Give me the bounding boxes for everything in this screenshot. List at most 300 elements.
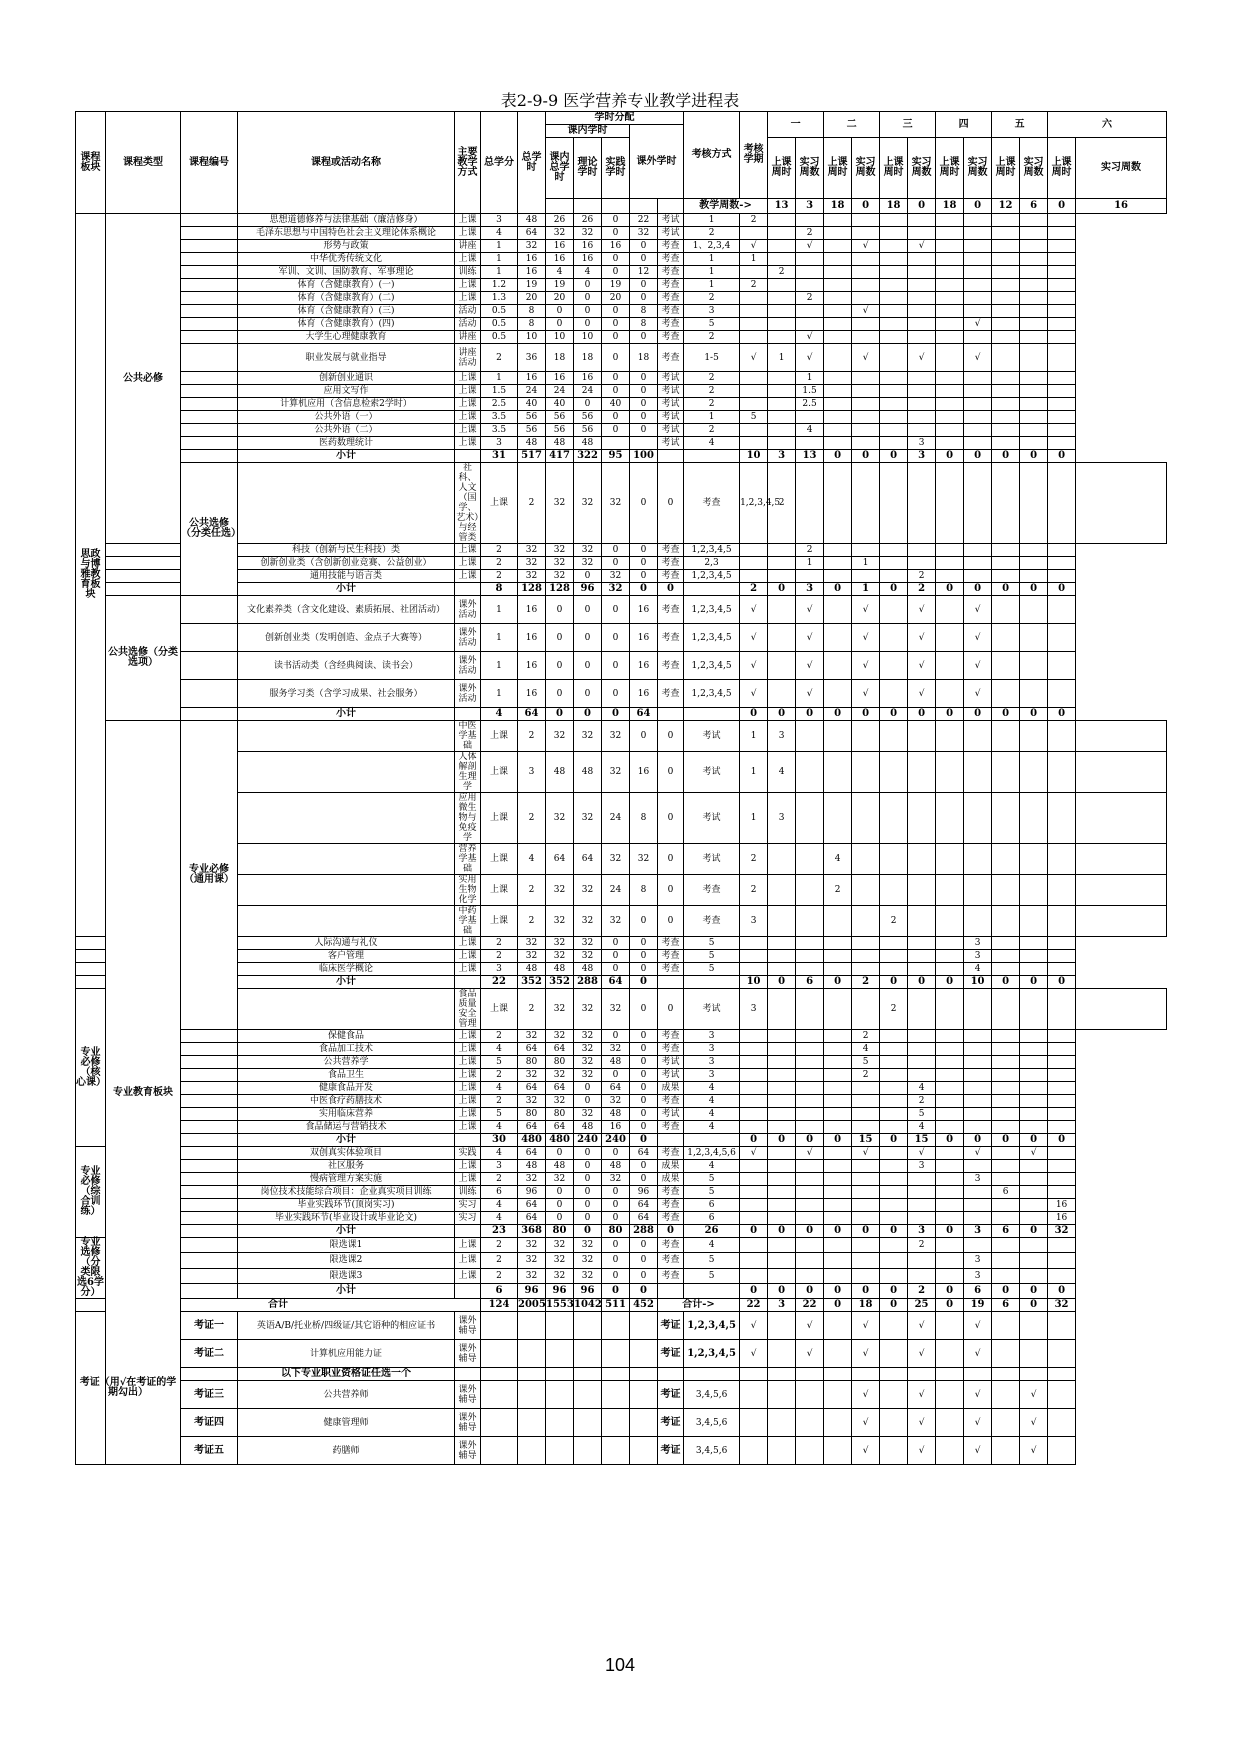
term-value: 0 <box>796 1283 824 1298</box>
course-name: 健康食品开发 <box>238 1082 455 1095</box>
extra-hours: 0 <box>630 570 658 583</box>
term-value <box>1020 214 1048 227</box>
weeks-value: 18 <box>936 199 964 214</box>
in-class-hours: 32 <box>574 875 602 906</box>
term-value <box>992 1030 1020 1043</box>
hours: 48 <box>518 437 546 450</box>
extra-hours: 0 <box>630 1121 658 1134</box>
teaching-mode: 上课 <box>455 372 481 385</box>
term-value <box>908 1043 936 1056</box>
theory-hours: 0 <box>574 1199 602 1212</box>
in-class-hours: 0 <box>546 1147 574 1160</box>
subtotal-row <box>76 1283 1167 1298</box>
exam-mode: 考试 <box>658 385 684 398</box>
term-value <box>1048 1147 1076 1160</box>
term-value: √ <box>796 680 824 708</box>
term-value: 32 <box>1048 1225 1076 1238</box>
term-value <box>740 437 768 450</box>
term-value <box>1048 596 1076 624</box>
hours: 480 <box>518 1134 546 1147</box>
term-value <box>740 557 768 570</box>
total-label: 合计 <box>76 1299 481 1312</box>
term-value <box>824 1043 852 1056</box>
term-value <box>768 1082 796 1095</box>
term-value <box>824 411 852 424</box>
term-value <box>880 253 908 266</box>
term-value: 4 <box>964 963 992 976</box>
term-value <box>796 1095 824 1108</box>
term-value <box>1020 1253 1048 1268</box>
term-value <box>880 385 908 398</box>
term-value <box>1048 793 1076 844</box>
theory-hours: 32 <box>574 557 602 570</box>
term-value: 0 <box>964 708 992 721</box>
theory-hours: 24 <box>602 875 630 906</box>
extra-hours: 16 <box>630 680 658 708</box>
exam-mode: 考查 <box>658 557 684 570</box>
term-value <box>768 950 796 963</box>
course-row <box>76 1199 1167 1212</box>
term-value <box>852 793 880 844</box>
term-value <box>880 372 908 385</box>
theory-hours: 48 <box>574 963 602 976</box>
term-value <box>1020 1030 1048 1043</box>
course-row <box>76 1268 1167 1283</box>
course-row <box>76 331 1167 344</box>
subtotal-row <box>76 708 1167 721</box>
practice-hours: 0 <box>602 1283 630 1298</box>
exam-mode: 考试 <box>684 793 740 844</box>
term-value <box>796 875 824 906</box>
credits: 3 <box>518 752 546 793</box>
term-value <box>880 1268 908 1283</box>
cert-exam-term: 1,2,3,4,5 <box>684 1340 740 1368</box>
theory-hours: 32 <box>602 721 630 752</box>
in-class-hours: 0 <box>546 1199 574 1212</box>
teaching-mode: 上课 <box>455 227 481 240</box>
term-value <box>1020 721 1048 752</box>
practice-hours: 0 <box>630 463 658 544</box>
term-value: 4 <box>852 1043 880 1056</box>
course-name: 限选课1 <box>238 1238 455 1253</box>
theory-hours: 32 <box>574 544 602 557</box>
term-value <box>768 331 796 344</box>
in-class-hours: 80 <box>546 1225 574 1238</box>
term-value <box>992 1160 1020 1173</box>
weeks-value: 3 <box>796 199 824 214</box>
cert-row <box>76 1340 1167 1368</box>
course-name: 科技（创新与民生科技）类 <box>238 544 455 557</box>
hours: 8 <box>518 318 546 331</box>
term-value: √ <box>964 1437 992 1465</box>
hours: 96 <box>518 1186 546 1199</box>
course-name: 创新创业类（含创新创业竞赛、公益创业） <box>238 557 455 570</box>
term-value: 2 <box>908 1238 936 1253</box>
credits: 2 <box>481 1173 518 1186</box>
term-value: 6 <box>992 1225 1020 1238</box>
hours: 32 <box>518 937 546 950</box>
extra-hours: 96 <box>630 1186 658 1199</box>
term-value <box>824 1312 852 1340</box>
exam-mode: 考试 <box>658 424 684 437</box>
term-value <box>880 292 908 305</box>
term-value <box>992 544 1020 557</box>
term-value: 0 <box>1020 708 1048 721</box>
table-body <box>76 214 1167 1465</box>
course-name: 军训、文训、国防教育、军事理论 <box>238 266 455 279</box>
term-value <box>824 318 852 331</box>
term-value <box>992 950 1020 963</box>
term-value <box>880 240 908 253</box>
exam-mode: 成果 <box>658 1173 684 1186</box>
term-value: 0 <box>824 1134 852 1147</box>
term-value <box>796 411 824 424</box>
term-value <box>964 570 992 583</box>
subtotal-label: 小计 <box>238 1225 455 1238</box>
theory-hours: 96 <box>574 1283 602 1298</box>
credits: 1 <box>481 266 518 279</box>
term-value <box>740 318 768 331</box>
practice-hours: 0 <box>602 950 630 963</box>
term-value: √ <box>964 1340 992 1368</box>
term-value: 1 <box>768 344 796 372</box>
teaching-mode: 训练 <box>455 266 481 279</box>
course-row <box>76 752 1167 793</box>
term-value <box>768 544 796 557</box>
practice-hours: 32 <box>602 1095 630 1108</box>
term-value <box>992 305 1020 318</box>
term-value <box>880 318 908 331</box>
term-value: 3 <box>964 937 992 950</box>
col-type-header: 课程类型 <box>106 112 181 214</box>
course-row <box>76 624 1167 652</box>
total-value: 124 <box>481 1299 518 1312</box>
extra-hours: 0 <box>658 463 684 544</box>
course-code <box>181 1253 238 1268</box>
exam-term <box>684 1283 740 1298</box>
term-value: √ <box>908 1340 936 1368</box>
practice-hours: 0 <box>602 1253 630 1268</box>
term-value <box>1020 227 1048 240</box>
in-class-hours: 80 <box>546 1056 574 1069</box>
term-value <box>964 1030 992 1043</box>
term-value <box>936 344 964 372</box>
course-row <box>76 844 1167 875</box>
cert-name: 英语A/B/托业桥/四级证/其它语种的相应证书 <box>238 1312 455 1340</box>
subtotal-label: 小计 <box>238 583 455 596</box>
course-row <box>76 1069 1167 1082</box>
term-value <box>824 752 852 793</box>
term-value <box>936 1095 964 1108</box>
table-cell <box>546 1312 574 1340</box>
term-value: √ <box>852 624 880 652</box>
teaching-mode <box>455 976 481 989</box>
practice-hours: 0 <box>602 544 630 557</box>
theory-hours: 322 <box>574 450 602 463</box>
in-class-hours: 32 <box>574 463 602 544</box>
term-value <box>992 624 1020 652</box>
theory-hours: 0 <box>574 292 602 305</box>
term-value <box>992 1056 1020 1069</box>
term-value: 0 <box>936 1134 964 1147</box>
term-value <box>852 963 880 976</box>
term-value: 3 <box>964 1268 992 1283</box>
table-cell <box>602 1312 630 1340</box>
in-class-hours: 417 <box>546 450 574 463</box>
term-value: √ <box>1020 1147 1048 1160</box>
term-value: 3 <box>964 1173 992 1186</box>
cert-mode: 课外辅导 <box>455 1312 481 1340</box>
term-value: 5 <box>740 411 768 424</box>
term-value <box>1020 424 1048 437</box>
term-value <box>768 279 796 292</box>
teaching-mode: 上课 <box>455 1108 481 1121</box>
term-value <box>824 331 852 344</box>
course-code <box>181 253 238 266</box>
practice-hours: 0 <box>602 331 630 344</box>
term-value <box>992 1199 1020 1212</box>
practice-hours: 240 <box>602 1134 630 1147</box>
credits: 22 <box>481 976 518 989</box>
in-class-hours: 32 <box>546 557 574 570</box>
term-value: 2 <box>880 989 908 1030</box>
theory-hours: 0 <box>574 1225 602 1238</box>
term-value: 0 <box>936 1283 964 1298</box>
term-value <box>824 424 852 437</box>
exam-term: 5 <box>684 1173 740 1186</box>
term-value <box>992 1312 1020 1340</box>
exam-mode: 考查 <box>658 1043 684 1056</box>
theory-hours: 24 <box>574 385 602 398</box>
exam-term: 26 <box>684 1225 740 1238</box>
term-value <box>992 1043 1020 1056</box>
exam-mode: 考查 <box>658 279 684 292</box>
term-value <box>740 398 768 411</box>
term-value <box>852 752 880 793</box>
extra-hours: 32 <box>630 227 658 240</box>
course-name: 公共外语（一） <box>238 411 455 424</box>
cert-name: 药膳师 <box>238 1437 455 1465</box>
term-value <box>768 253 796 266</box>
hours: 32 <box>518 1173 546 1186</box>
exam-term: 1,2,3,4,5 <box>684 624 740 652</box>
term-value <box>936 1108 964 1121</box>
table-cell <box>518 1381 546 1409</box>
sub-header-intern: 实习周数 <box>852 138 880 199</box>
term-value <box>824 963 852 976</box>
term-value <box>908 1212 936 1225</box>
term-value <box>824 1268 852 1283</box>
term-value <box>1048 1030 1076 1043</box>
practice-hours: 0 <box>602 372 630 385</box>
term-value <box>936 253 964 266</box>
hours: 48 <box>518 963 546 976</box>
term-value <box>1048 1253 1076 1268</box>
table-cell <box>481 1312 518 1340</box>
term-value <box>740 266 768 279</box>
course-code <box>181 1082 238 1095</box>
term-value: 0 <box>852 1225 880 1238</box>
table-cell <box>796 1368 824 1381</box>
term-value <box>880 752 908 793</box>
course-name: 毕业实践环节(顶岗实习) <box>238 1199 455 1212</box>
term-value <box>740 1030 768 1043</box>
term-value <box>824 227 852 240</box>
in-class-hours: 4 <box>546 266 574 279</box>
course-row <box>76 1186 1167 1199</box>
theory-hours: 32 <box>574 1238 602 1253</box>
hours: 32 <box>518 950 546 963</box>
term-value <box>768 214 796 227</box>
term-value <box>796 1253 824 1268</box>
table-cell <box>518 1340 546 1368</box>
course-row <box>76 344 1167 372</box>
theory-hours: 32 <box>574 1069 602 1082</box>
teaching-mode: 上课 <box>455 1268 481 1283</box>
term-value <box>880 1095 908 1108</box>
term-value <box>1048 1409 1076 1437</box>
teaching-mode: 实践 <box>455 1147 481 1160</box>
practice-hours: 0 <box>602 557 630 570</box>
credits: 2 <box>481 1253 518 1268</box>
term-value <box>1048 544 1076 557</box>
col-theory-header: 理论学时 <box>574 138 602 199</box>
term-value <box>936 624 964 652</box>
extra-hours: 0 <box>630 372 658 385</box>
term-value <box>908 844 936 875</box>
term-value <box>908 1030 936 1043</box>
course-row <box>76 227 1167 240</box>
term-value <box>1048 1121 1076 1134</box>
extra-hours: 0 <box>658 989 684 1030</box>
credits: 3 <box>481 963 518 976</box>
in-class-hours: 48 <box>546 1160 574 1173</box>
course-code <box>181 1108 238 1121</box>
term-value: 4 <box>796 424 824 437</box>
exam-mode: 考查 <box>658 937 684 950</box>
term-value <box>936 1069 964 1082</box>
term-value <box>992 557 1020 570</box>
teaching-mode: 上课 <box>481 463 518 544</box>
col-in-class-header: 课内学时 <box>546 125 630 138</box>
term-value <box>852 279 880 292</box>
term-value <box>740 1437 768 1465</box>
term-header: 一 <box>768 112 824 138</box>
extra-hours: 0 <box>630 292 658 305</box>
sub-header-class: 上课周时 <box>768 138 796 199</box>
in-class-hours: 18 <box>546 344 574 372</box>
term-value <box>1048 385 1076 398</box>
practice-hours: 32 <box>602 570 630 583</box>
term-value <box>908 279 936 292</box>
in-class-hours: 48 <box>546 437 574 450</box>
term-value <box>992 1253 1020 1268</box>
term-value: 0 <box>992 1283 1020 1298</box>
term-value <box>1048 318 1076 331</box>
term-value: √ <box>908 1437 936 1465</box>
term-value: √ <box>964 680 992 708</box>
exam-mode <box>658 708 684 721</box>
term-value <box>880 875 908 906</box>
credits: 4 <box>481 227 518 240</box>
course-name: 通用技能与语言类 <box>238 570 455 583</box>
practice-hours: 0 <box>630 989 658 1030</box>
term-value <box>880 1199 908 1212</box>
term-value <box>852 331 880 344</box>
teaching-mode: 课外活动 <box>455 652 481 680</box>
term-value <box>740 950 768 963</box>
cert-exam-mode: 考证 <box>658 1340 684 1368</box>
term-value: √ <box>740 344 768 372</box>
course-code <box>181 1121 238 1134</box>
term-value: 0 <box>880 1225 908 1238</box>
course-name: 中医食疗药膳技术 <box>238 1095 455 1108</box>
term-value <box>1020 557 1048 570</box>
course-name: 社科、人文（国学、艺术）与经管类 <box>456 463 479 543</box>
term-value <box>852 1199 880 1212</box>
term-value: 0 <box>796 1225 824 1238</box>
theory-hours: 10 <box>574 331 602 344</box>
teaching-mode: 上课 <box>481 844 518 875</box>
term-value <box>1048 1108 1076 1121</box>
term-value <box>908 875 936 906</box>
theory-hours: 32 <box>574 1056 602 1069</box>
subtotal-row <box>76 583 1167 596</box>
term-value: 0 <box>740 1225 768 1238</box>
term-value <box>880 1340 908 1368</box>
exam-mode: 考查 <box>684 906 740 937</box>
term-value <box>740 372 768 385</box>
course-name: 限选课3 <box>238 1268 455 1283</box>
credits: 0.5 <box>481 331 518 344</box>
term-value: 0 <box>824 976 852 989</box>
teaching-mode: 上课 <box>455 292 481 305</box>
term-value <box>1020 344 1048 372</box>
term-value <box>768 1095 796 1108</box>
exam-term: 2 <box>684 385 740 398</box>
term-value <box>740 1199 768 1212</box>
term-value <box>824 652 852 680</box>
term-value <box>908 305 936 318</box>
term-value <box>796 989 824 1030</box>
term-value: 0 <box>992 450 1020 463</box>
term-value <box>824 906 852 937</box>
course-code <box>238 793 455 844</box>
credits: 6 <box>481 1186 518 1199</box>
term-value <box>1076 721 1167 752</box>
term-value <box>908 411 936 424</box>
term-value: √ <box>964 1312 992 1340</box>
course-code <box>181 214 238 227</box>
term-value <box>768 1030 796 1043</box>
term-value: 6 <box>796 976 824 989</box>
exam-mode: 考查 <box>658 292 684 305</box>
practice-hours: 16 <box>602 240 630 253</box>
theory-hours: 18 <box>574 344 602 372</box>
term-header: 二 <box>824 112 880 138</box>
term-value <box>936 680 964 708</box>
term-value <box>824 279 852 292</box>
term-value <box>908 1069 936 1082</box>
practice-hours: 8 <box>630 793 658 844</box>
table-cell <box>602 1368 630 1381</box>
term-value <box>936 1160 964 1173</box>
in-class-hours: 16 <box>546 240 574 253</box>
teaching-mode: 上课 <box>455 544 481 557</box>
term-value <box>880 1108 908 1121</box>
table-cell <box>518 1312 546 1340</box>
term-value: 0 <box>908 708 936 721</box>
